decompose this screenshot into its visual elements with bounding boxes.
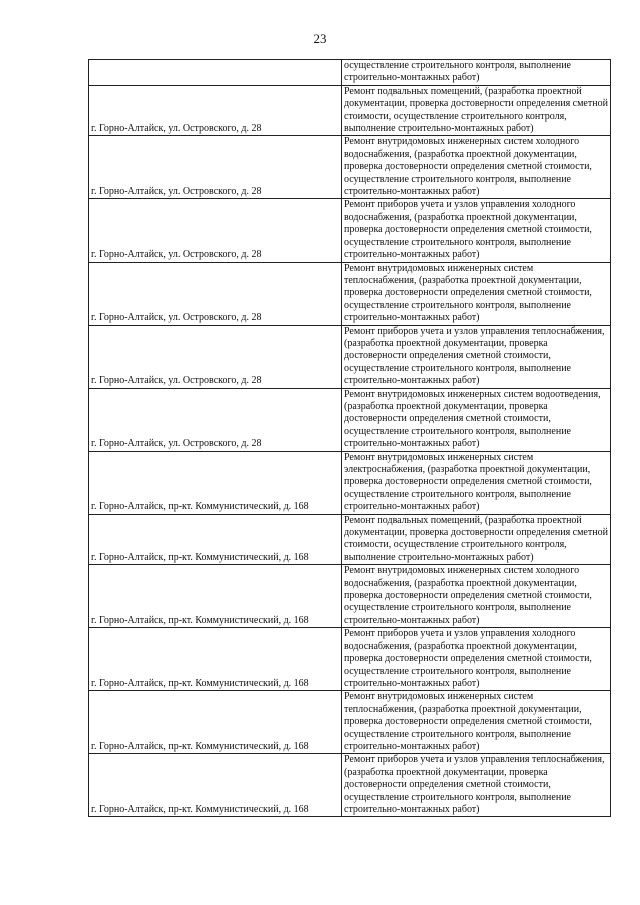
page-number: 23 xyxy=(313,31,327,46)
address-cell xyxy=(89,60,342,86)
address-cell: г. Горно-Алтайск, пр-кт. Коммунистический, д. 168 xyxy=(89,691,342,754)
address-cell: г. Горно-Алтайск, ул. Островского, д. 28 xyxy=(89,199,342,262)
work-description-cell: Ремонт внутридомовых инженерных систем водоотведения, (разработка проектной документации, проверка достоверности определения сметной стоимости, осуществление строительного контроля, выполнение строительно-монтажных работ) xyxy=(342,388,611,451)
address-cell: г. Горно-Алтайск, пр-кт. Коммунистический, д. 168 xyxy=(89,754,342,817)
address-cell: г. Горно-Алтайск, ул. Островского, д. 28 xyxy=(89,136,342,199)
address-cell: г. Горно-Алтайск, ул. Островского, д. 28 xyxy=(89,85,342,136)
address-cell: г. Горно-Алтайск, пр-кт. Коммунистический, д. 168 xyxy=(89,514,342,565)
work-description-cell: Ремонт внутридомовых инженерных систем холодного водоснабжения, (разработка проектной документации, проверка достоверности определения сметной стоимости, осуществление строительного контроля, выполнение строительно-монтажных работ) xyxy=(342,136,611,199)
work-description-cell: Ремонт внутридомовых инженерных систем теплоснабжения, (разработка проектной документации, проверка достоверности определения сметной стоимости, осуществление строительного контроля, выполнение строительно-монтажных работ) xyxy=(342,691,611,754)
address-cell: г. Горно-Алтайск, пр-кт. Коммунистический, д. 168 xyxy=(89,565,342,628)
work-description-cell: Ремонт подвальных помещений, (разработка проектной документации, проверка достоверности определения сметной стоимости, осуществление строительного контроля, выполнение строительно-монтажных работ) xyxy=(342,514,611,565)
table-row xyxy=(89,262,611,325)
works-table-body xyxy=(89,60,611,817)
work-description-cell: Ремонт приборов учета и узлов управления холодного водоснабжения, (разработка проектной документации, проверка достоверности определения сметной стоимости, осуществление строительного контроля, выполнение строительно-монтажных работ) xyxy=(342,199,611,262)
work-description-cell: Ремонт внутридомовых инженерных систем холодного водоснабжения, (разработка проектной документации, проверка достоверности определения сметной стоимости, осуществление строительного контроля, выполнение строительно-монтажных работ) xyxy=(342,565,611,628)
table-row xyxy=(89,754,611,817)
address-cell: г. Горно-Алтайск, ул. Островского, д. 28 xyxy=(89,388,342,451)
work-description-cell: Ремонт подвальных помещений, (разработка проектной документации, проверка достоверности определения сметной стоимости, осуществление строительного контроля, выполнение строительно-монтажных работ) xyxy=(342,85,611,136)
work-description-cell: Ремонт внутридомовых инженерных систем электроснабжения, (разработка проектной документации, проверка достоверности определения сметной стоимости, осуществление строительного контроля, выполнение строительно-монтажных работ) xyxy=(342,451,611,514)
work-description-cell: Ремонт приборов учета и узлов управления теплоснабжения, (разработка проектной документации, проверка достоверности определения сметной стоимости, осуществление строительного контроля, выполнение строительно-монтажных работ) xyxy=(342,754,611,817)
table-row xyxy=(89,325,611,388)
table-row xyxy=(89,691,611,754)
table-row xyxy=(89,628,611,691)
work-description-cell: Ремонт приборов учета и узлов управления теплоснабжения, (разработка проектной документации, проверка достоверности определения сметной стоимости, осуществление строительного контроля, выполнение строительно-монтажных работ) xyxy=(342,325,611,388)
work-description-cell: Ремонт приборов учета и узлов управления холодного водоснабжения, (разработка проектной документации, проверка достоверности определения сметной стоимости, осуществление строительного контроля, выполнение строительно-монтажных работ) xyxy=(342,628,611,691)
table-row xyxy=(89,85,611,136)
table-row xyxy=(89,451,611,514)
work-description-cell: Ремонт внутридомовых инженерных систем теплоснабжения, (разработка проектной документации, проверка достоверности определения сметной стоимости, осуществление строительного контроля, выполнение строительно-монтажных работ) xyxy=(342,262,611,325)
address-cell: г. Горно-Алтайск, пр-кт. Коммунистический, д. 168 xyxy=(89,451,342,514)
table-row xyxy=(89,199,611,262)
table-row xyxy=(89,60,611,86)
table-row xyxy=(89,514,611,565)
address-cell: г. Горно-Алтайск, ул. Островского, д. 28 xyxy=(89,325,342,388)
table-row xyxy=(89,388,611,451)
works-table xyxy=(88,59,611,817)
work-description-cell: осуществление строительного контроля, выполнение строительно-монтажных работ) xyxy=(342,60,611,86)
address-cell: г. Горно-Алтайск, пр-кт. Коммунистический, д. 168 xyxy=(89,628,342,691)
address-cell: г. Горно-Алтайск, ул. Островского, д. 28 xyxy=(89,262,342,325)
table-row xyxy=(89,136,611,199)
table-row xyxy=(89,565,611,628)
